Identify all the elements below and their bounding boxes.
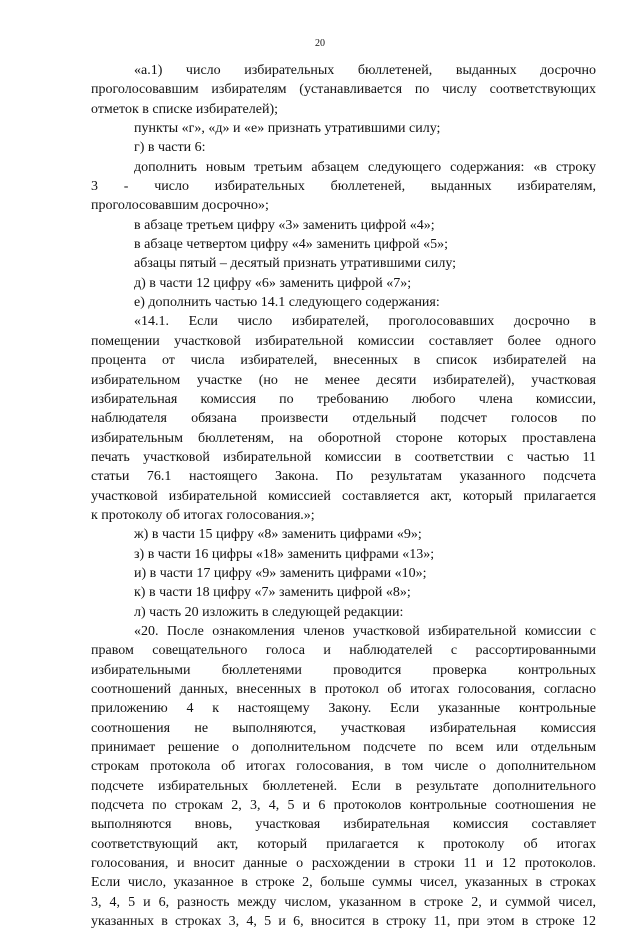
text-line: е) дополнить частью 14.1 следующего содержания: <box>134 295 440 311</box>
text-line: проголосовавшим избирателям (устанавливается по числу соответствующих <box>91 82 596 98</box>
text-line: абзацы пятый – десятый признать утратившими силу; <box>134 256 457 272</box>
document-body <box>91 61 596 931</box>
text-line: избирательным бюллетеням, на оборотной стороне которых проставлена <box>91 430 596 446</box>
text-line: д) в части 12 цифру «6» заменить цифрой «7»; <box>134 275 412 291</box>
text-line: в абзаце третьем цифру «3» заменить цифрой «4»; <box>134 217 435 233</box>
text-line: в абзаце четвертом цифру «4» заменить цифрой «5»; <box>134 237 448 253</box>
text-line: указанных в строках 3, 4, 5 и 6, вносится в строку 11, при этом в строке 12 <box>91 914 596 930</box>
text-line: и) в части 17 цифру «9» заменить цифрами «10»; <box>134 565 427 581</box>
text-line: 3, 4, 5 и 6, разность между числом, указанном в строке 2, и суммой чисел, <box>91 894 596 910</box>
text-line: проголосовавшим досрочно»; <box>91 198 269 214</box>
text-line: принимает решение о дополнительном подсчете по всем или отдельным <box>91 740 596 756</box>
text-line: пункты «г», «д» и «е» признать утратившими силу; <box>134 121 441 137</box>
text-line: к протоколу об итогах голосования.»; <box>91 507 315 523</box>
text-line: з) в части 16 цифры «18» заменить цифрами «13»; <box>134 546 435 562</box>
text-line: л) часть 20 изложить в следующей редакции: <box>134 604 404 620</box>
text-line: соотношений данных, внесенных в протокол об итогах голосования, согласно <box>91 682 596 697</box>
text-line: правом совещательного голоса и наблюдателей с рассортированными <box>91 643 596 659</box>
text-line: выполняются вновь, участковая избирательная комиссия составляет <box>91 817 596 833</box>
text-line: строкам протокола об итогах голосования, в том числе о дополнительном <box>91 759 596 775</box>
text-line: 3 - число избирательных бюллетеней, выданных избирателям, <box>91 179 596 195</box>
text-line: отметок в списке избирателей); <box>91 101 278 117</box>
text-line: голосования, и вносит данные о расхождении в строки 11 и 12 протоколов. <box>91 856 596 872</box>
text-line: избирательном участке (но не менее десяти избирателей), участковая <box>91 372 596 388</box>
text-line: г) в части 6: <box>134 140 206 156</box>
text-line: статьи 76.1 настоящего Закона. По результатам указанного подсчета <box>91 469 596 485</box>
text-line: процента от числа избирателей, внесенных в список избирателей на <box>91 353 596 369</box>
text-line: ж) в части 15 цифру «8» заменить цифрами «9»; <box>134 527 422 543</box>
text-line: избирательная комиссия по требованию любого члена комиссии, <box>91 391 596 407</box>
page-number: 20 <box>315 38 325 49</box>
text-line: соответствующий акт, который прилагается к протоколу об итогах <box>91 836 596 852</box>
text-line: дополнить новым третьим абзацем следующего содержания: «в строку <box>134 159 596 175</box>
text-line: помещении участковой избирательной комиссии составляет более одного <box>91 333 596 349</box>
text-line: соотношения не выполняются, участковая избирательная комиссия <box>91 720 596 736</box>
text-line: подсчете избирательных бюллетеней. Если в результате дополнительного <box>91 778 596 794</box>
text-line: «20. После ознакомления членов участковой избирательной комиссии с <box>134 623 596 639</box>
text-line: подсчета по строкам 2, 3, 4, 5 и 6 протоколов контрольные соотношения не <box>91 798 596 814</box>
text-line: печать участковой избирательной комиссии в соответствии с частью 11 <box>91 449 596 465</box>
text-line: приложению 4 к настоящему Закону. Если указанные контрольные <box>91 701 596 717</box>
text-line: «14.1. Если число избирателей, проголосовавших досрочно в <box>134 314 596 330</box>
text-line: наблюдателя обязана произвести отдельный подсчет голосов по <box>91 411 596 427</box>
text-line: участковой избирательной комиссией составляется акт, который прилагается <box>91 488 596 504</box>
text-line: избирательными бюллетенями проводится проверка контрольных <box>91 662 596 678</box>
text-line: к) в части 18 цифру «7» заменить цифрой «8»; <box>134 585 411 601</box>
text-line: Если число, указанное в строке 2, больше суммы чисел, указанных в строках <box>91 875 596 891</box>
text-line: «а.1) число избирательных бюллетеней, выданных досрочно <box>134 63 596 78</box>
